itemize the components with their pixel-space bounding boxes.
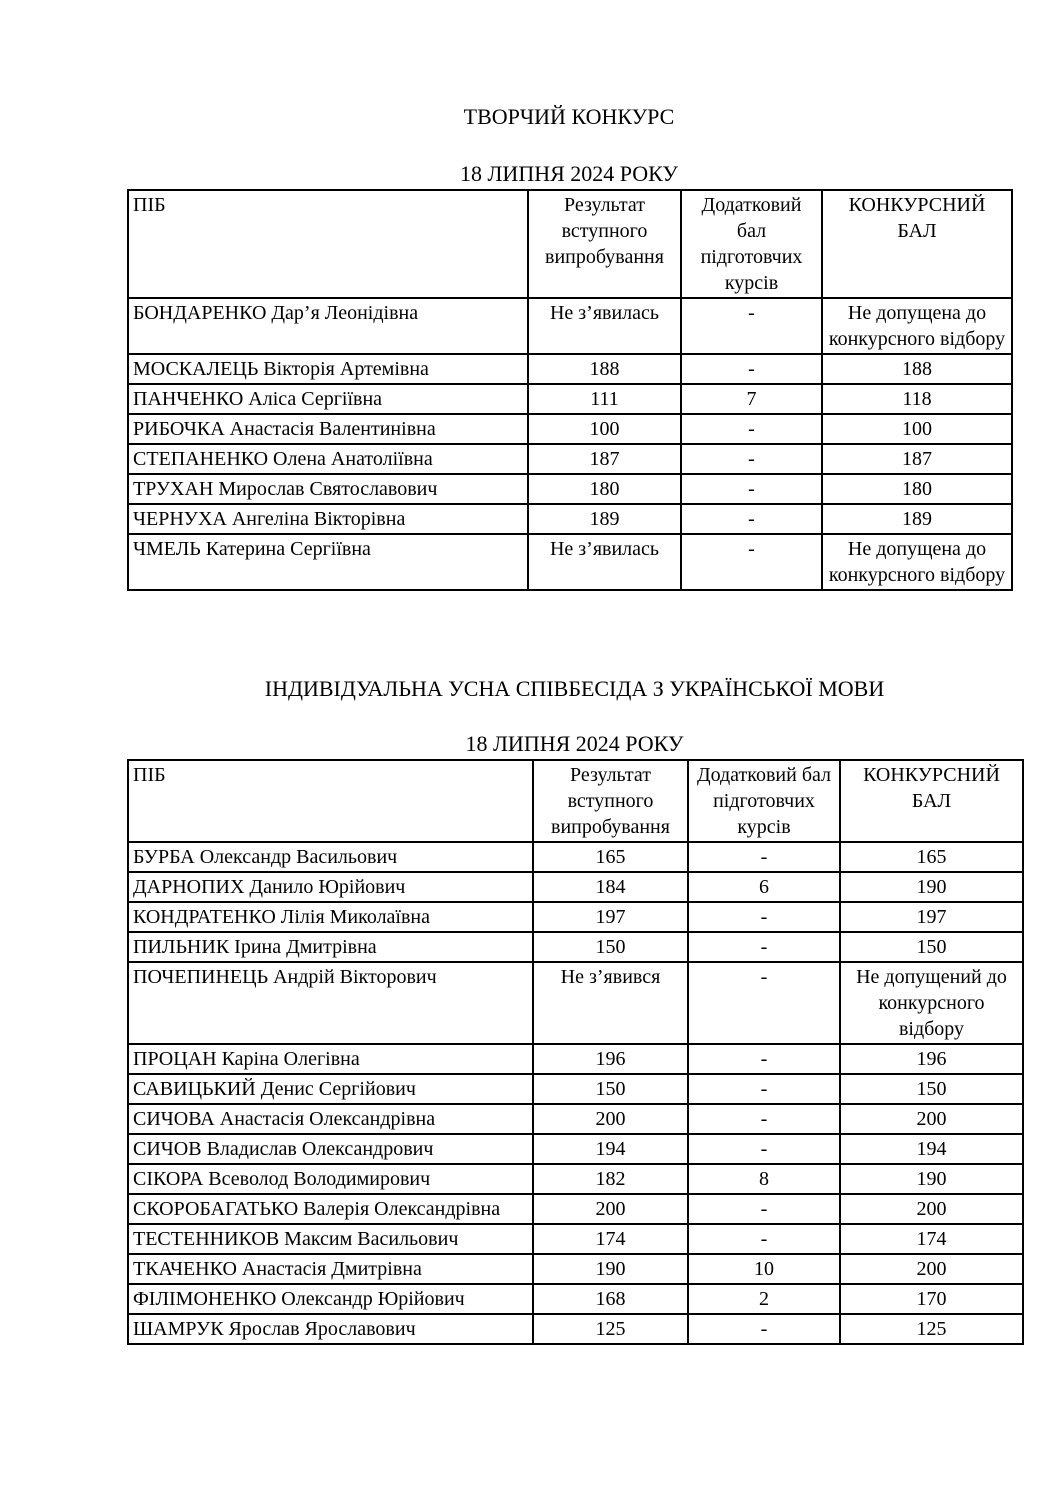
cell-bonus: 10 <box>688 1254 840 1284</box>
table-row <box>128 354 1012 384</box>
table-row <box>128 1284 1023 1314</box>
cell-result: 150 <box>533 1074 688 1104</box>
results-table <box>127 759 1024 1345</box>
cell-bonus: - <box>688 962 840 1044</box>
cell-total: 200 <box>840 1254 1023 1284</box>
table-header-row <box>128 190 1012 298</box>
header-bonus: Додатковий бал підготовчих курсів <box>688 760 840 842</box>
cell-total: Не допущена до конкурсного відбору <box>822 298 1012 354</box>
cell-name: СИЧОВА Анастасія Олександрівна <box>128 1104 533 1134</box>
header-total: КОНКУРСНИЙ БАЛ <box>822 190 1012 298</box>
cell-total: 190 <box>840 1164 1023 1194</box>
cell-name: ПОЧЕПИНЕЦЬ Андрій Вікторович <box>128 962 533 1044</box>
header-total: КОНКУРСНИЙ БАЛ <box>840 760 1023 842</box>
cell-bonus: - <box>681 354 822 384</box>
cell-bonus: - <box>681 474 822 504</box>
section-title: ІНДИВІДУАЛЬНА УСНА СПІВБЕСІДА З УКРАЇНСЬКОЇ МОВИ <box>264 676 885 701</box>
cell-result: 189 <box>528 504 681 534</box>
cell-name: СИЧОВ Владислав Олександрович <box>128 1134 533 1164</box>
cell-name: МОСКАЛЕЦЬ Вікторія Артемівна <box>128 354 528 384</box>
cell-total: 190 <box>840 872 1023 902</box>
cell-total: 118 <box>822 384 1012 414</box>
cell-bonus: - <box>688 1134 840 1164</box>
table-row <box>128 474 1012 504</box>
header-name: ПІБ <box>128 760 533 842</box>
cell-total: 165 <box>840 842 1023 872</box>
cell-total: 100 <box>822 414 1012 444</box>
table-row <box>128 1254 1023 1284</box>
table-row <box>128 872 1023 902</box>
cell-result: 111 <box>528 384 681 414</box>
cell-result: 200 <box>533 1104 688 1134</box>
cell-name: БУРБА Олександр Васильович <box>128 842 533 872</box>
cell-name: ПРОЦАН Каріна Олегівна <box>128 1044 533 1074</box>
table-row <box>128 1314 1023 1344</box>
table-row <box>128 534 1012 590</box>
cell-bonus: - <box>681 444 822 474</box>
table-row <box>128 384 1012 414</box>
cell-name: КОНДРАТЕНКО Лілія Миколаївна <box>128 902 533 932</box>
cell-bonus: - <box>688 1044 840 1074</box>
table-row <box>128 932 1023 962</box>
cell-name: САВИЦЬКИЙ Денис Сергійович <box>128 1074 533 1104</box>
cell-result: 197 <box>533 902 688 932</box>
table-row <box>128 444 1012 474</box>
cell-result: 190 <box>533 1254 688 1284</box>
cell-total: 150 <box>840 1074 1023 1104</box>
cell-result: Не з’явилась <box>528 534 681 590</box>
cell-bonus: - <box>681 414 822 444</box>
cell-total: 125 <box>840 1314 1023 1344</box>
section-creative-contest <box>0 104 1058 591</box>
cell-name: ЧЕРНУХА Ангеліна Вікторівна <box>128 504 528 534</box>
cell-total: 150 <box>840 932 1023 962</box>
table-row <box>128 298 1012 354</box>
table-row <box>128 414 1012 444</box>
cell-result: 165 <box>533 842 688 872</box>
cell-bonus: 7 <box>681 384 822 414</box>
cell-result: 150 <box>533 932 688 962</box>
cell-result: 182 <box>533 1164 688 1194</box>
cell-result: 174 <box>533 1224 688 1254</box>
cell-result: Не з’явилась <box>528 298 681 354</box>
cell-name: ШАМРУК Ярослав Ярославович <box>128 1314 533 1344</box>
cell-bonus: - <box>688 1224 840 1254</box>
cell-total: 188 <box>822 354 1012 384</box>
cell-bonus: 2 <box>688 1284 840 1314</box>
cell-total: 187 <box>822 444 1012 474</box>
cell-name: ПИЛЬНИК Ірина Дмитрівна <box>128 932 533 962</box>
cell-total: 200 <box>840 1194 1023 1224</box>
table-row <box>128 504 1012 534</box>
table-row <box>128 1134 1023 1164</box>
cell-total: 174 <box>840 1224 1023 1254</box>
cell-bonus: - <box>681 504 822 534</box>
section-oral-interview <box>0 676 1058 1345</box>
cell-name: СТЕПАНЕНКО Олена Анатоліївна <box>128 444 528 474</box>
table-row <box>128 1104 1023 1134</box>
cell-bonus: - <box>688 842 840 872</box>
cell-name: ТРУХАН Мирослав Святославович <box>128 474 528 504</box>
table-row <box>128 962 1023 1044</box>
table-row <box>128 1044 1023 1074</box>
cell-name: ПАНЧЕНКО Аліса Сергіївна <box>128 384 528 414</box>
cell-total: 189 <box>822 504 1012 534</box>
cell-bonus: - <box>688 1314 840 1344</box>
header-name: ПІБ <box>128 190 528 298</box>
cell-bonus: 6 <box>688 872 840 902</box>
table-row <box>128 1224 1023 1254</box>
cell-bonus: - <box>688 1074 840 1104</box>
cell-bonus: - <box>688 1104 840 1134</box>
cell-total: 180 <box>822 474 1012 504</box>
cell-result: 194 <box>533 1134 688 1164</box>
header-result: Результат вступного випробування <box>528 190 681 298</box>
cell-result: 180 <box>528 474 681 504</box>
table-row <box>128 1164 1023 1194</box>
header-bonus: Додатковий бал підготовчих курсів <box>681 190 822 298</box>
cell-result: 125 <box>533 1314 688 1344</box>
cell-name: БОНДАРЕНКО Дар’я Леонідівна <box>128 298 528 354</box>
cell-name: ДАРНОПИХ Данило Юрійович <box>128 872 533 902</box>
cell-total: 194 <box>840 1134 1023 1164</box>
cell-total: 197 <box>840 902 1023 932</box>
table-row <box>128 1194 1023 1224</box>
cell-total: 170 <box>840 1284 1023 1314</box>
cell-bonus: - <box>681 534 822 590</box>
section-date: 18 ЛИПНЯ 2024 РОКУ <box>460 161 678 186</box>
cell-total: 200 <box>840 1104 1023 1134</box>
cell-name: ФІЛІМОНЕНКО Олександр Юрійович <box>128 1284 533 1314</box>
section-date: 18 ЛИПНЯ 2024 РОКУ <box>465 731 684 756</box>
cell-total: 196 <box>840 1044 1023 1074</box>
cell-bonus: - <box>688 902 840 932</box>
results-table <box>127 189 1013 591</box>
cell-name: СІКОРА Всеволод Володимирович <box>128 1164 533 1194</box>
cell-bonus: - <box>688 932 840 962</box>
header-result: Результат вступного випробування <box>533 760 688 842</box>
cell-bonus: - <box>688 1194 840 1224</box>
cell-name: ЧМЕЛЬ Катерина Сергіївна <box>128 534 528 590</box>
table-row <box>128 902 1023 932</box>
table-row <box>128 1074 1023 1104</box>
table-header-row <box>128 760 1023 842</box>
cell-name: СКОРОБАГАТЬКО Валерія Олександрівна <box>128 1194 533 1224</box>
cell-result: 187 <box>528 444 681 474</box>
cell-name: ТКАЧЕНКО Анастасія Дмитрівна <box>128 1254 533 1284</box>
cell-total: Не допущений до конкурсного відбору <box>840 962 1023 1044</box>
cell-result: 196 <box>533 1044 688 1074</box>
cell-result: 188 <box>528 354 681 384</box>
table-row <box>128 842 1023 872</box>
cell-result: 168 <box>533 1284 688 1314</box>
cell-total: Не допущена до конкурсного відбору <box>822 534 1012 590</box>
cell-result: 200 <box>533 1194 688 1224</box>
section-title: ТВОРЧИЙ КОНКУРС <box>463 104 675 129</box>
cell-name: ТЕСТЕННИКОВ Максим Васильович <box>128 1224 533 1254</box>
cell-bonus: 8 <box>688 1164 840 1194</box>
cell-result: 100 <box>528 414 681 444</box>
cell-result: Не з’явився <box>533 962 688 1044</box>
cell-name: РИБОЧКА Анастасія Валентинівна <box>128 414 528 444</box>
cell-result: 184 <box>533 872 688 902</box>
cell-bonus: - <box>681 298 822 354</box>
